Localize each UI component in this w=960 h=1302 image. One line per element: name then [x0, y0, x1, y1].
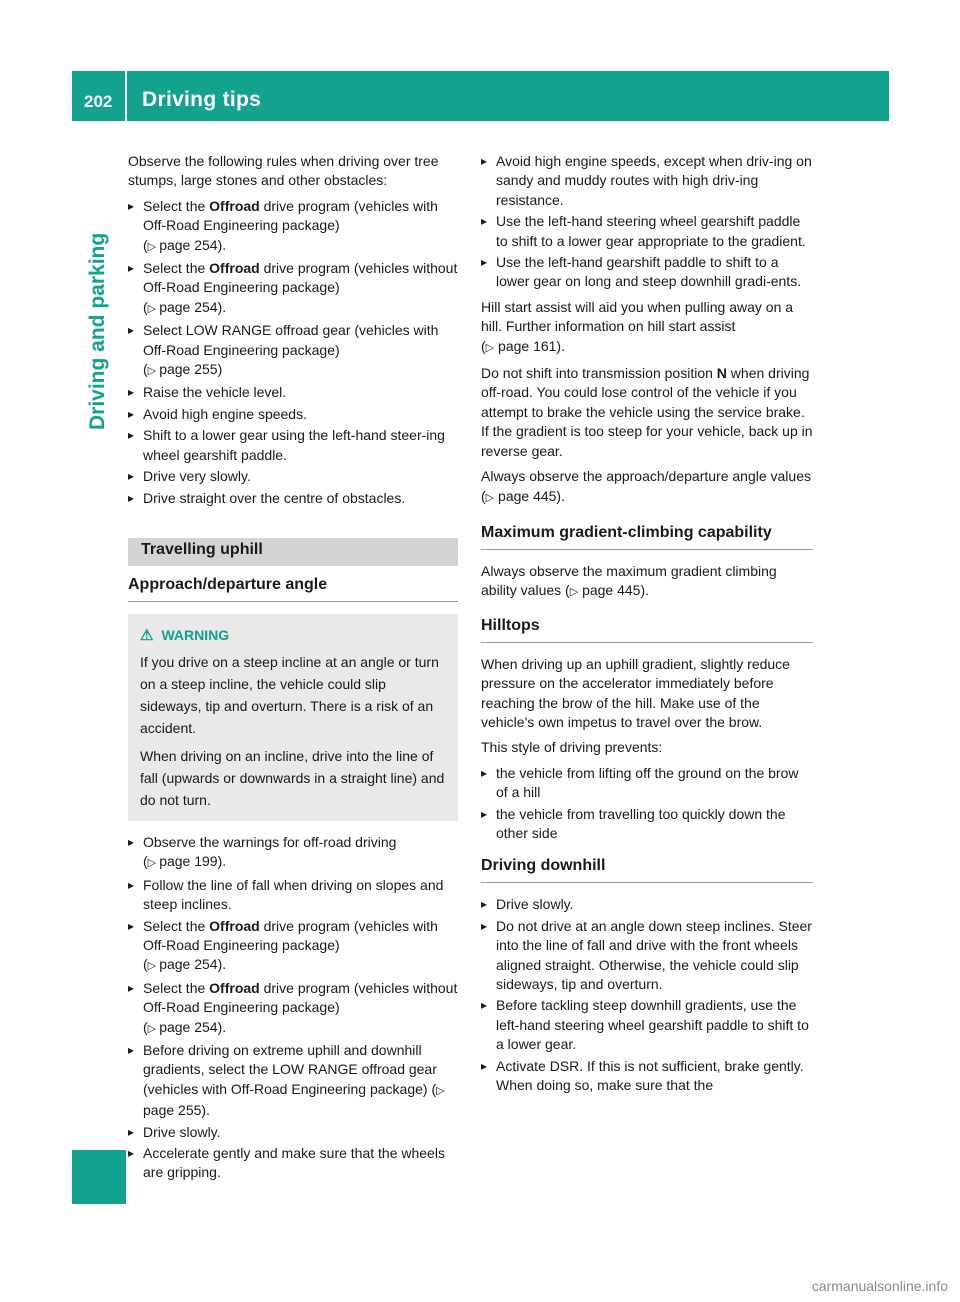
thumb-tab	[72, 1150, 126, 1204]
neutral-paragraph: Do not shift into transmission position N when driving off-road. You could lose control of the vehicle if you attempt to brake the vehicle using the service brake. If the gradient is too steep for your vehicle, back up in reverse gear.	[481, 365, 813, 459]
list-item: ▸ Raise the vehicle level.	[128, 383, 458, 402]
right-column	[481, 152, 813, 1101]
warning-paragraph-1: If you drive on a steep incline at an angle or turn on a steep incline, the vehicle could slip sideways, tip and overturn. There is a risk of an accident.	[140, 653, 439, 736]
uphill-rules-list	[128, 833, 458, 1183]
warning-title	[140, 624, 446, 647]
list-item: ▸ the vehicle from travelling too quickly down the other side	[481, 805, 813, 844]
warning-box	[128, 614, 458, 821]
list-item: ▸ Observe the warnings for off-road driving (▷ page 199).	[128, 833, 458, 874]
downhill-heading: Driving downhill	[481, 857, 813, 883]
page-ref-arrow-icon: ▷	[147, 960, 160, 973]
list-item: ▸ Follow the line of fall when driving on slopes and steep inclines.	[128, 876, 458, 915]
list-item: ▸ Activate DSR. If this is not sufficient, brake gently. When doing so, make sure that the	[481, 1057, 813, 1096]
warning-paragraph-2: When driving on an incline, drive into the line of fall (upwards or downwards in a straight line) and do not turn.	[140, 747, 445, 808]
section-title: Driving tips	[142, 88, 262, 111]
warning-triangle-icon: ⚠	[140, 626, 154, 644]
page-ref-arrow-icon: ▷	[436, 1084, 445, 1097]
approach-angle-heading: Approach/departure angle	[128, 576, 458, 602]
list-item: ▸ Use the left-hand steering wheel gearshift paddle to shift to a lower gear appropriate to the gradient.	[481, 212, 813, 251]
list-item: ▸ Avoid high engine speeds, except when driv-ing on sandy and muddy routes with high driv-ing resistance.	[481, 152, 813, 210]
list-item: ▸ Accelerate gently and make sure that the wheels are gripping.	[128, 1144, 458, 1183]
list-item: ▸ the vehicle from lifting off the ground on the brow of a hill	[481, 764, 813, 803]
watermark: carmanualsonline.info	[811, 1278, 948, 1294]
list-item: ▸ Do not drive at an angle down steep inclines. Steer into the line of fall and drive with the front wheels aligned straight. Otherwise, the vehicle could slip sideways, tip and overturn.	[481, 917, 813, 995]
list-item: ▸ Select the Offroad drive program (vehicles with Off-Road Engineering package) (▷ page 254).	[128, 917, 458, 977]
list-item: ▸ Shift to a lower gear using the left-hand steer-ing wheel gearshift paddle.	[128, 426, 458, 465]
list-item: ▸ Drive slowly.	[128, 1123, 458, 1142]
page-ref-arrow-icon: ▷	[147, 302, 160, 315]
page-ref-arrow-icon: ▷	[485, 491, 495, 504]
list-item: ▸ Drive very slowly.	[128, 467, 458, 486]
page-ref-arrow-icon: ▷	[147, 365, 160, 378]
page-ref-arrow-icon: ▷	[147, 240, 160, 253]
page-number: 202	[84, 92, 113, 111]
obstacle-rules-list	[128, 197, 458, 508]
gradient-heading: Maximum gradient-climbing capability	[481, 524, 813, 550]
travelling-uphill-heading: Travelling uphill	[128, 538, 458, 566]
warning-label: WARNING	[161, 626, 230, 643]
page-ref-arrow-icon: ▷	[147, 857, 160, 870]
obstacles-intro: Observe the following rules when driving over tree stumps, large stones and other obstacles:	[128, 153, 439, 189]
prevents-list	[481, 764, 813, 844]
list-item: ▸ Drive slowly.	[481, 895, 813, 914]
top-rules-list	[481, 152, 813, 292]
downhill-rules-list	[481, 895, 813, 1095]
hilltops-heading: Hilltops	[481, 617, 813, 643]
page-ref-arrow-icon: ▷	[569, 586, 579, 599]
list-item: ▸ Select the Offroad drive program (vehicles without Off-Road Engineering package) (▷ page 254).	[128, 259, 458, 319]
hill-start-paragraph: Hill start assist will aid you when pulling away on a hill. Further information on hill start assist (▷ page 161).	[481, 298, 794, 354]
page-ref-arrow-icon: ▷	[147, 1022, 160, 1035]
angle-values-paragraph: Always observe the approach/departure angle values (▷ page 445).	[481, 468, 811, 504]
list-item: ▸ Use the left-hand gearshift paddle to shift to a lower gear on long and steep downhill gradi-ents.	[481, 253, 813, 292]
prevents-intro: This style of driving prevents:	[481, 739, 663, 756]
side-tab-label: Driving and parking	[86, 232, 109, 430]
list-item: ▸ Avoid high engine speeds.	[128, 405, 458, 424]
header-divider	[125, 71, 127, 121]
page-ref-arrow-icon: ▷	[485, 341, 495, 354]
list-item: ▸ Before tackling steep downhill gradients, use the left-hand steering wheel gearshift paddle to shift to a lower gear.	[481, 996, 813, 1054]
hilltops-paragraph: When driving up an uphill gradient, slightly reduce pressure on the accelerator immediately before reaching the brow of the hill. Make use of the vehicle's own impetus to travel over the brow.	[481, 655, 790, 730]
list-item: ▸ Drive straight over the centre of obstacles.	[128, 489, 458, 508]
gradient-paragraph: Always observe the maximum gradient climbing ability values (▷ page 445).	[481, 562, 777, 599]
list-item: ▸ Before driving on extreme uphill and downhill gradients, select the LOW RANGE offroad gear (vehicles with Off-Road Engineering package) (▷ page 255).	[128, 1041, 458, 1121]
list-item: ▸ Select the Offroad drive program (vehicles with Off-Road Engineering package) (▷ page 254).	[128, 197, 458, 257]
left-column	[128, 152, 458, 1189]
list-item: ▸ Select the Offroad drive program (vehicles without Off-Road Engineering package) (▷ page 254).	[128, 979, 458, 1039]
list-item: ▸ Select LOW RANGE offroad gear (vehicles with Off-Road Engineering package) (▷ page 255)	[128, 321, 458, 381]
